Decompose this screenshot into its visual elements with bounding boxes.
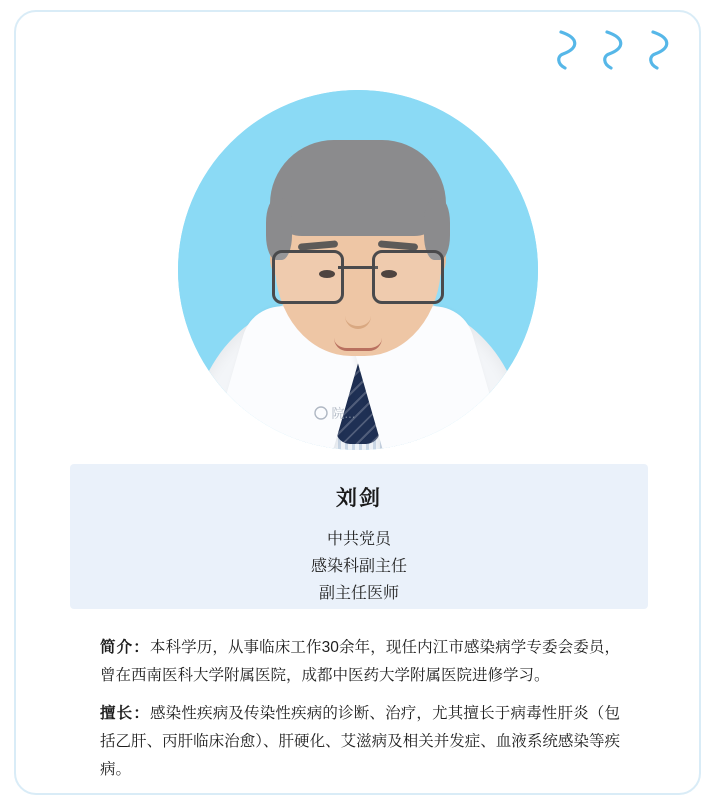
position: 感染科副主任: [310, 558, 407, 575]
portrait-container: [16, 90, 699, 450]
lens-left: [272, 250, 344, 304]
party-membership: 中共党员: [326, 531, 391, 548]
intro-text: 本科学历，从事临床工作30余年，现任内江市感染病学专委会委员，曾在西南医科大学附属医院，成都中医药大学附属医院进修学习。: [100, 638, 620, 684]
wave-swirl-icon: [601, 28, 631, 72]
expertise-paragraph: [100, 700, 620, 784]
hair: [270, 140, 446, 236]
doctor-portrait: [178, 90, 538, 450]
name-panel: [70, 464, 648, 609]
expertise-text: 感染性疾病及传染性疾病的诊断、治疗，尤其擅长于病毒性肝炎（包括乙肝、丙肝临床治愈）、肝硬化、艾滋病及相关并发症、血液系统感染等疾病。: [100, 704, 620, 778]
decorative-swirls: [555, 28, 677, 72]
professional-title: 副主任医师: [318, 585, 399, 602]
intro-paragraph: [100, 634, 620, 690]
lens-right: [372, 250, 444, 304]
nose: [345, 296, 371, 329]
intro-label: 简介：: [100, 638, 150, 656]
expertise-label: 擅长：: [100, 704, 151, 722]
doctor-name: 刘剑: [336, 487, 382, 510]
watermark-text: 院...: [331, 406, 356, 421]
wave-swirl-icon: [555, 28, 585, 72]
seal-icon: [314, 406, 328, 420]
profile-card: [14, 10, 701, 795]
mouth: [334, 338, 382, 351]
eyeglasses-icon: [272, 250, 444, 302]
watermark: [314, 403, 356, 422]
wave-swirl-icon: [647, 28, 677, 72]
